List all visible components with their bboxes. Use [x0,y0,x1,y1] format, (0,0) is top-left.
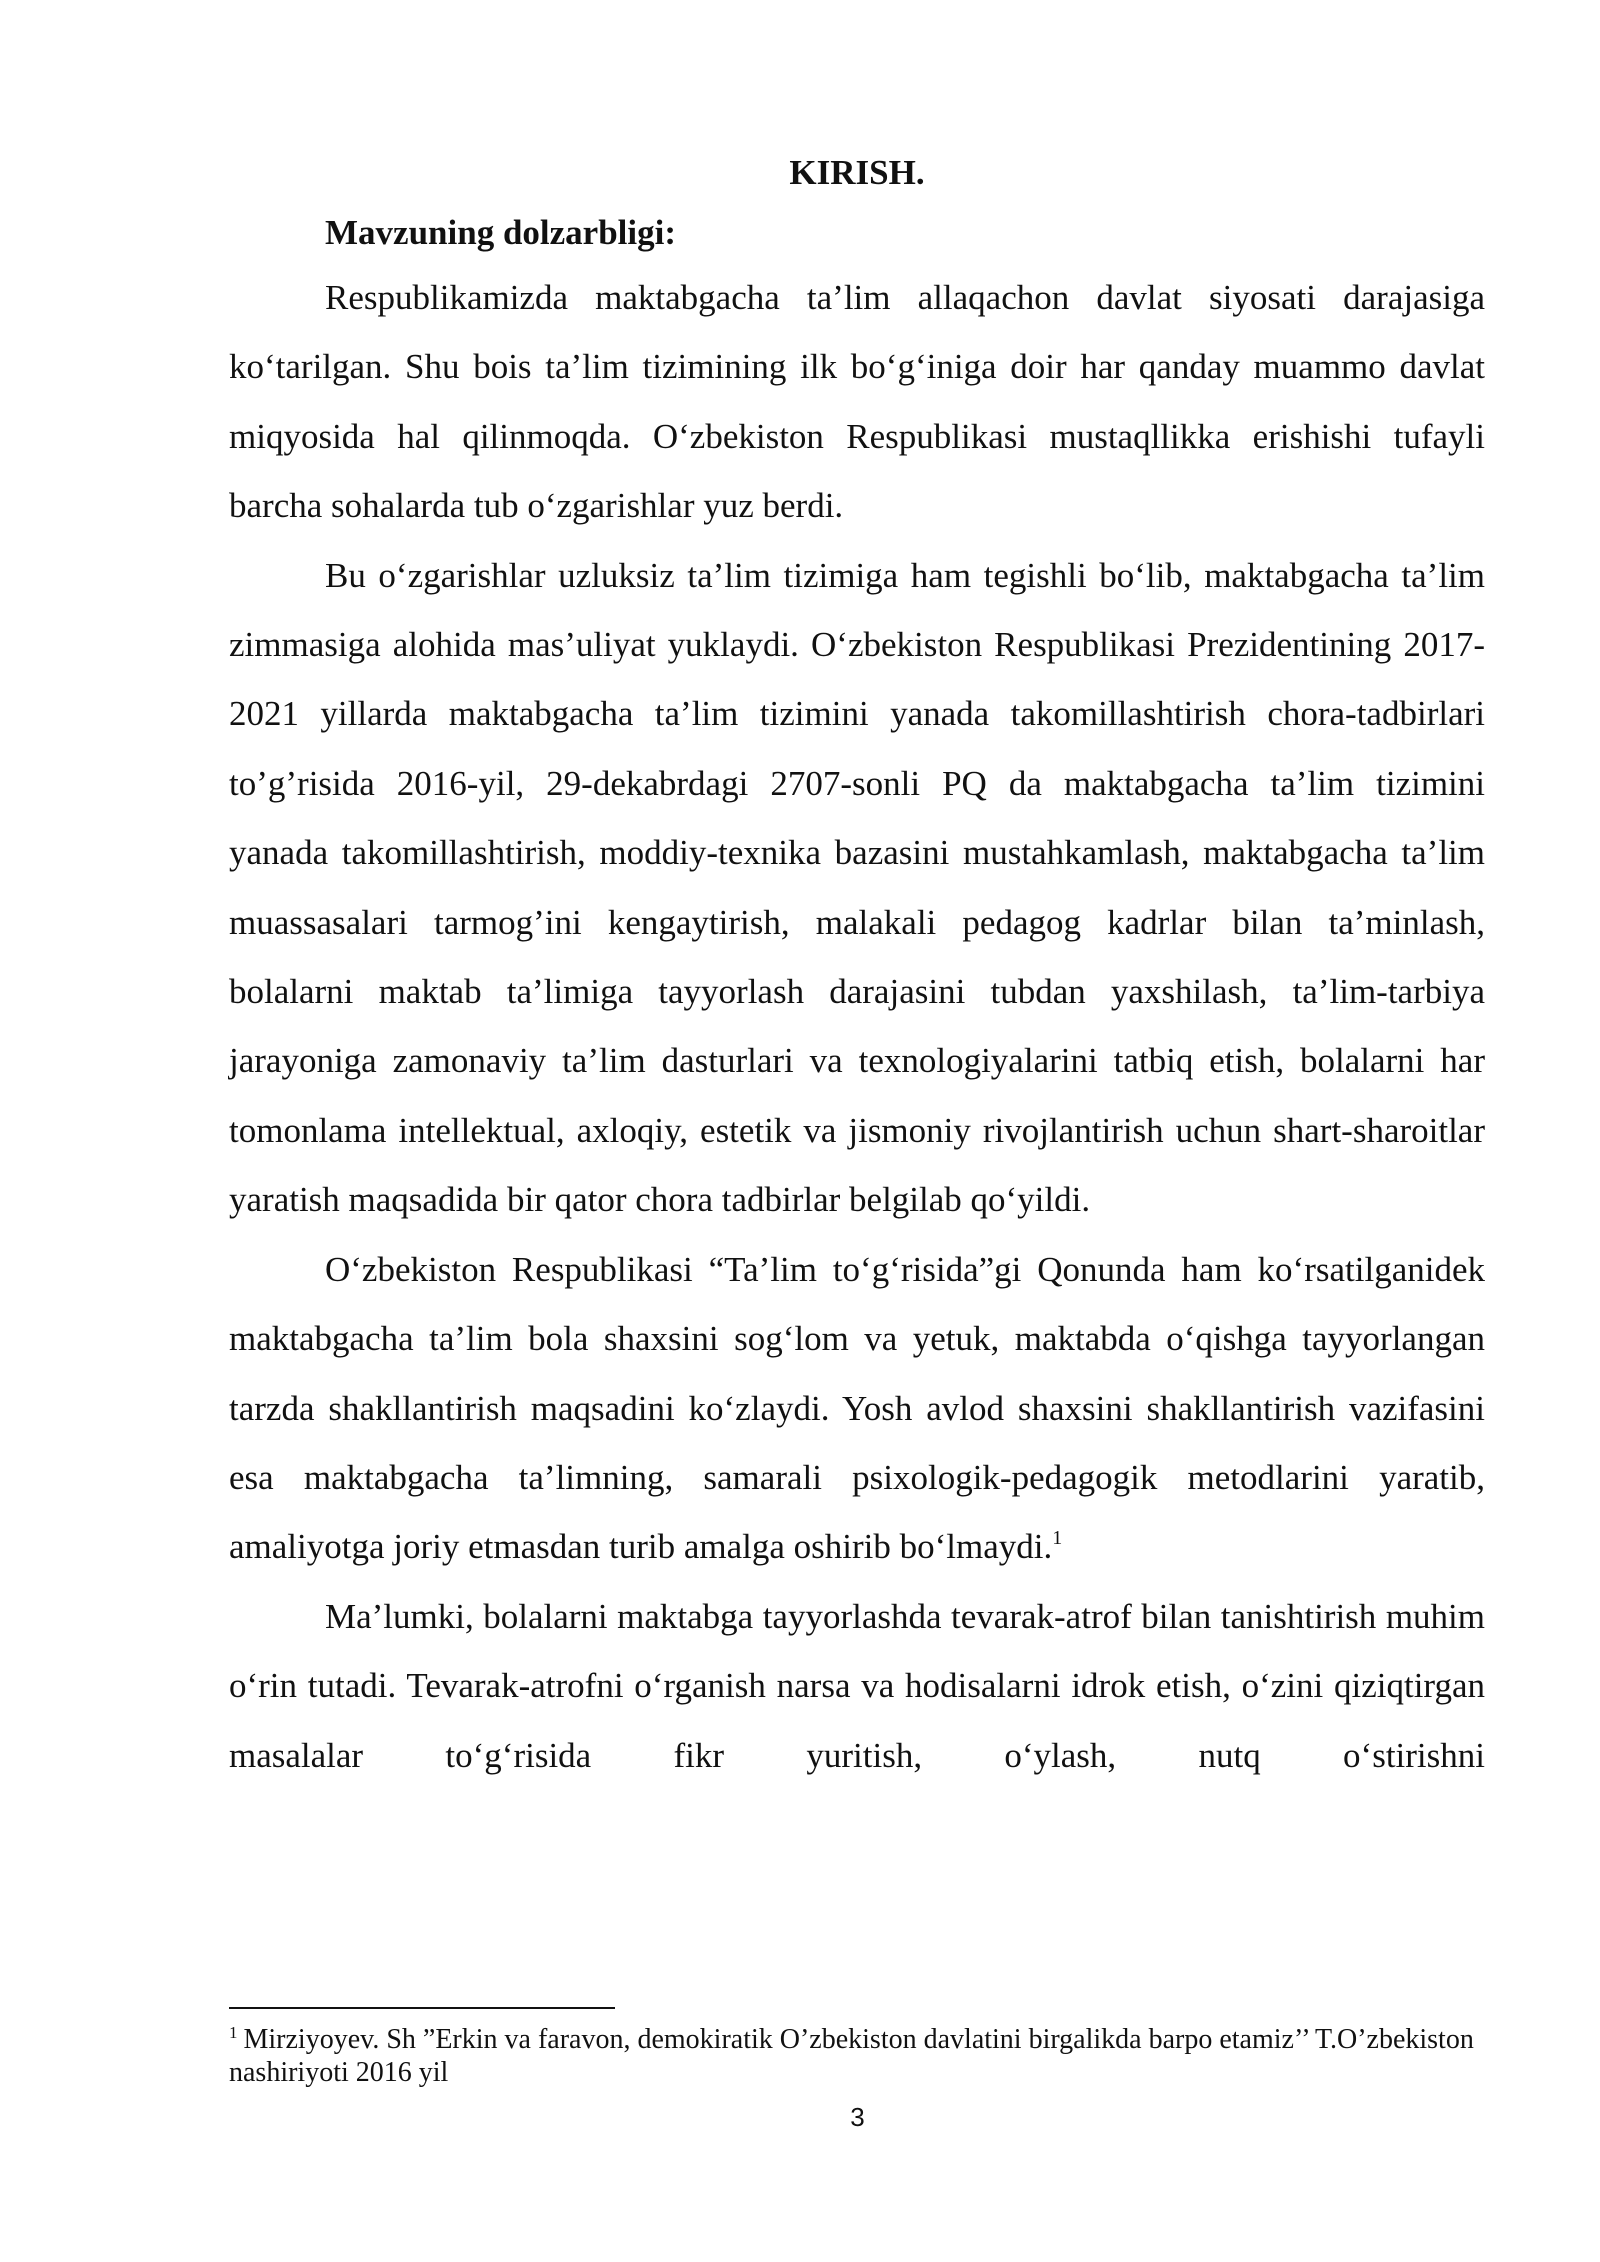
paragraph-1 [229,263,1485,541]
paragraph-1-text: Respublikamizda maktabgacha ta’lim allaqachon davlat siyosati darajasiga ko‘tarilgan. Shu bois ta’lim tizimining ilk bo‘g‘iniga doir har qanday muammo davlat miqyosida hal qilinmoqda. O‘zbekiston Respublikasi mustaqllikka erishishi tufayli barcha sohalarda tub o‘zgarishlar yuz berdi. [229,278,1485,526]
paragraph-2-text: Bu o‘zgarishlar uzluksiz ta’lim tizimiga ham tegishli bo‘lib, maktabgacha ta’lim zimmasiga alohida mas’uliyat yuklaydi. O‘zbekiston Respublikasi Prezidentining 2017-2021 yillarda maktabgacha ta’lim tizimini yanada takomillashtirish chora-tadbirlari to’g’risida 2016-yil, 29-dekabrdagi 2707-sonli PQ da maktabgacha ta’lim tizimini yanada takomillashtirish, moddiy-texnika bazasini mustahkamlash, maktabgacha ta’lim muassasalari tarmog’ini kengaytirish, malakali pedagog kadrlar bilan ta’minlash, bolalarni maktab ta’limiga tayyorlash darajasini tubdan yaxshilash, ta’lim-tarbiya jarayoniga zamonaviy ta’lim dasturlari va texnologiyalarini tatbiq etish, bolalarni har tomonlama intellektual, axloqiy, estetik va jismoniy rivojlantirish uchun shart-sharoitlar yaratish maqsadida bir qator chora tadbirlar belgilab qo‘yildi. [229,555,1485,1220]
section-heading: Mavzuning dolzarbligi: [325,213,676,252]
footnote-mark: 1 [229,2023,238,2042]
paragraph-2 [229,541,1485,1235]
footnote-reference: 1 [1052,1527,1063,1550]
paragraph-3-text: O‘zbekiston Respublikasi “Ta’lim to‘g‘risida”gi Qonunda ham ko‘rsatilganidek maktabgacha ta’lim bola shaxsini sog‘lom va yetuk, maktabda o‘qishga tayyorlangan tarzda shakllantirish maqsadini ko‘zlaydi. Yosh avlod shaxsini shakllantirish vazifasini esa maktabgacha ta’limning, samarali psixologik-pedagogik metodlarini yaratib, amaliyotga joriy etmasdan turib amalga oshirib bo‘lmaydi. [229,1249,1485,1567]
paragraph-4 [229,1582,1485,1790]
paragraph-3 [229,1235,1485,1582]
footnote [229,2023,1485,2089]
paragraph-4-text: Ma’lumki, bolalarni maktabga tayyorlashda tevarak-atrof bilan tanishtirish muhim o‘rin tutadi. Tevarak-atrofni o‘rganish narsa va hodisalarni idrok etish, o‘zini qiziqtirgan masalalar to‘g‘risida fikr yuritish, o‘ylash, nutq o‘stirishni [229,1596,1485,1775]
page-title: KIRISH. [789,153,925,192]
footnote-text: Mirziyoyev. Sh ”Erkin va faravon, demokiratik O’zbekiston davlatini birgalikda barpo etamiz’’ T.O’zbekiston nashiriyoti 2016 yil [229,2024,1474,2088]
footnote-separator [229,2007,615,2009]
page-body [229,143,1485,1790]
page-number: 3 [850,2102,865,2132]
